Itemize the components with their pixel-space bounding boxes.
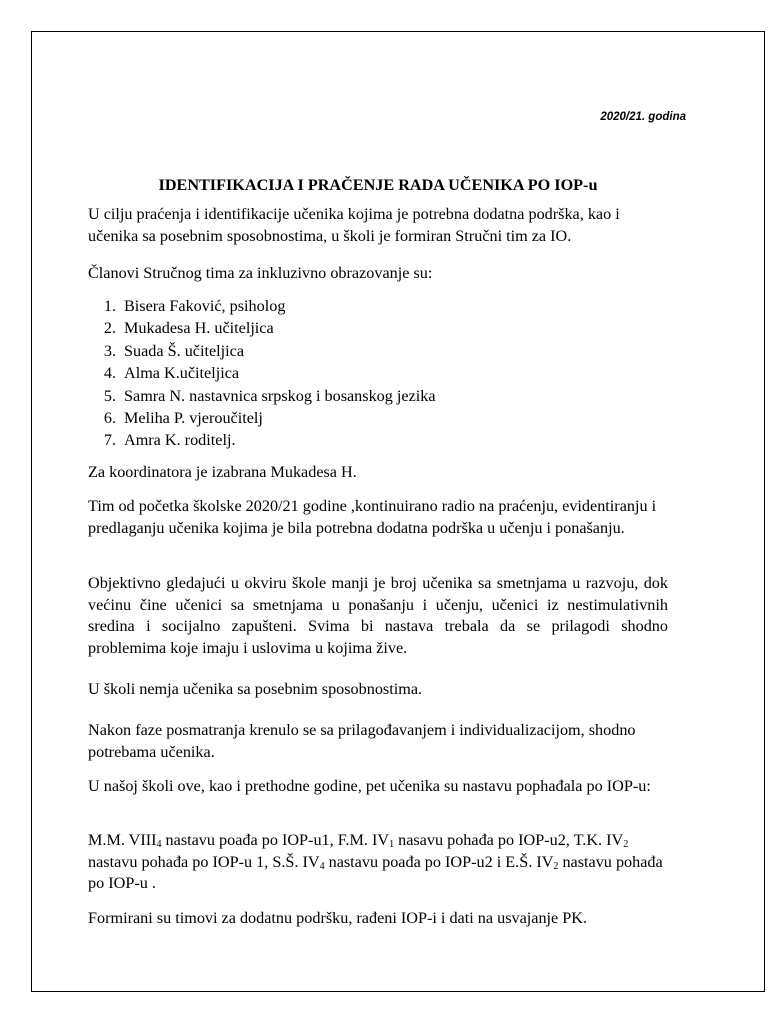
teams-formed-paragraph: Formirani su timovi za dodatnu podršku, rađeni IOP-i i dati na usvajanje PK. (88, 909, 588, 927)
list-item: 1. Bisera Faković, psiholog (103, 297, 286, 315)
list-item: 3. Suada Š. učiteljica (103, 341, 245, 360)
iop-intro-paragraph: U našoj školi ove, kao i prethodne godine, pet učenika su nastavu pophađala po IOP-u: (88, 777, 651, 795)
list-item: 2. Mukadesa H. učiteljica (103, 319, 274, 338)
after-observation-paragraph: Nakon faze posmatranja krenulo se sa prilagođavanjem i individualizacijom, shodno potrebama učenika. (88, 721, 636, 761)
intro-paragraph: U cilju praćenja i identifikacije učenika kojima je potrebna dodatna podrška, kao i učenika sa posebnim sposobnostima, u školi je formiran Stručni tim za IO. (88, 205, 620, 245)
objective-paragraph: Objektivno gledajući u okviru škole manji je broj učenika sa smetnjama u razvoju, dok većinu čine učenici sa smetnjama u ponašanju i učenju, učenici iz nestimulativnih sredina i socijalno zapušteni. Svima bi nastava trebala da se prilagodi shodno problemima koje imaju i uslovima u kojima žive. (88, 574, 668, 657)
members-list (88, 296, 436, 453)
list-item: 7. Amra K. roditelj. (103, 431, 236, 450)
coordinator-paragraph: Za koordinatora je izabrana Mukadesa H. (88, 463, 357, 481)
members-heading: Članovi Stručnog tima za inkluzivno obrazovanje su: (88, 264, 433, 282)
iop-students-paragraph: M.M. $VIII_4$ nastavu poađa po IOP-u1, F.M. $IV_1$ nasavu pohađa po IOP-u2, T.K. $IV_2$ nastavu pohađa po IOP-u 1, S.Š. $IV_4$ nastavu poađa po IOP-u2 i E.Š. $IV_2$ nastavu pohađa po IOP-u . (88, 831, 663, 892)
list-item: 5. Samra N. nastavnica srpskog i bosanskog jezika (103, 386, 436, 405)
no-gifted-paragraph: U školi nemja učenika sa posebnim sposobnostima. (88, 680, 423, 698)
list-item: 4. Alma K.učiteljica (103, 364, 240, 383)
team-work-paragraph: Tim od početka školske 2020/21 godine ,kontinuirano radio na praćenju, evidentiranju i predlaganju učenika kojima je bila potrebna dodatna podrška u učenju i ponašanju. (88, 497, 657, 537)
list-item: 6. Meliha P. vjeroučitelj (103, 408, 263, 427)
document-title: IDENTIFIKACIJA I PRAČENJE RADA UČENIKA PO IOP-u (158, 176, 598, 194)
school-year: 2020/21. godina (600, 111, 686, 123)
